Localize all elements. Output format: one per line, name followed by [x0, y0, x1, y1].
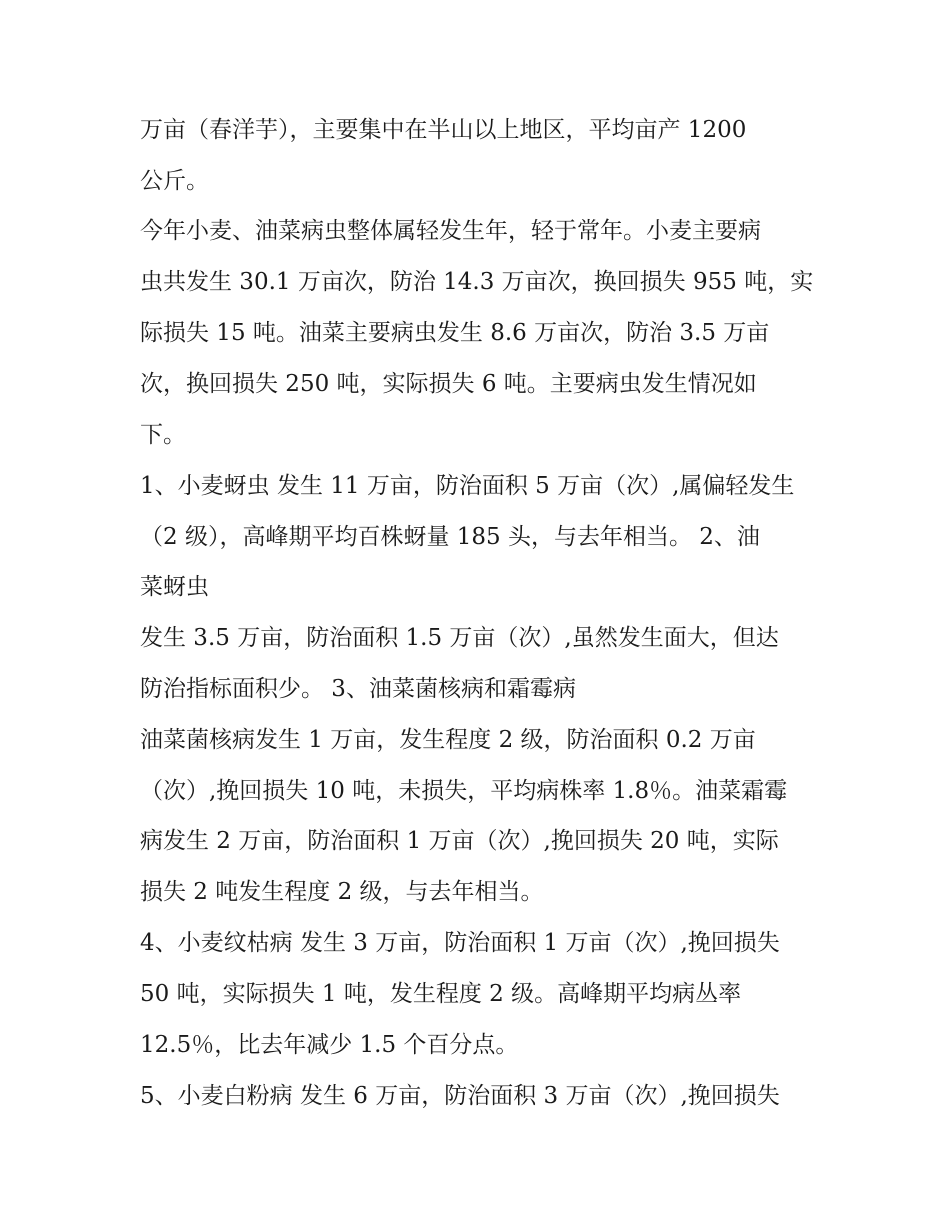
text-line: 虫共发生 30.1 万亩次，防治 14.3 万亩次，换回损失 955 吨，实 — [140, 269, 814, 295]
text-line: 公斤。 — [140, 168, 209, 194]
text-line: 次，换回损失 250 吨，实际损失 6 吨。主要病虫发生情况如 — [140, 371, 757, 397]
text-line: 油菜菌核病发生 1 万亩，发生程度 2 级，防治面积 0.2 万亩 — [140, 727, 756, 753]
text-line: 损失 2 吨发生程度 2 级，与去年相当。 — [140, 879, 544, 905]
text-line: 际损失 15 吨。油菜主要病虫发生 8.6 万亩次，防治 3.5 万亩 — [140, 320, 770, 346]
text-line: 今年小麦、油菜病虫整体属轻发生年，轻于常年。小麦主要病 — [140, 218, 761, 244]
text-line: （2 级），高峰期平均百株蚜量 185 头，与去年相当。 2、油 — [140, 524, 760, 550]
text-line: 50 吨，实际损失 1 吨，发生程度 2 级。高峰期平均病丛率 — [140, 981, 742, 1007]
text-line: 4、小麦纹枯病 发生 3 万亩，防治面积 1 万亩（次）,挽回损失 — [140, 930, 780, 956]
text-line: 12.5％，比去年减少 1.5 个百分点。 — [140, 1032, 519, 1058]
text-line: 防治指标面积少。 3、油菜菌核病和霜霉病 — [140, 676, 576, 702]
text-line: 发生 3.5 万亩，防治面积 1.5 万亩（次）,虽然发生面大，但达 — [140, 625, 779, 651]
text-line: 5、小麦白粉病 发生 6 万亩，防治面积 3 万亩（次）,挽回损失 — [140, 1083, 780, 1109]
text-line: 菜蚜虫 — [140, 574, 209, 600]
text-line: 病发生 2 万亩，防治面积 1 万亩（次）,挽回损失 20 吨，实际 — [140, 828, 779, 854]
text-line: 下。 — [140, 422, 186, 448]
text-line: （次）,挽回损失 10 吨，未损失，平均病株率 1.8％。油菜霜霉 — [140, 778, 788, 804]
text-line: 1、小麦蚜虫 发生 11 万亩，防治面积 5 万亩（次）,属偏轻发生 — [140, 473, 795, 499]
text-line: 万亩（春洋芋），主要集中在半山以上地区，平均亩产 1200 — [140, 117, 747, 143]
